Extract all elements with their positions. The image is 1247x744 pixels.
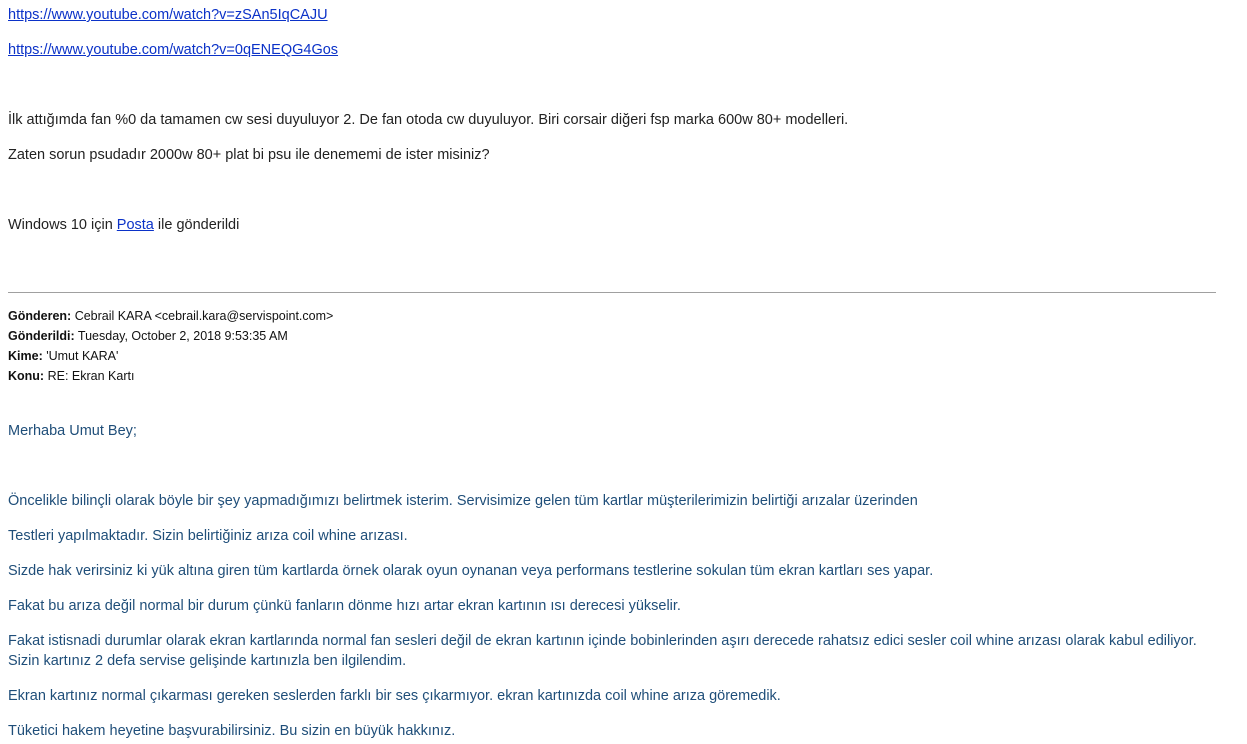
header-subject bbox=[8, 368, 134, 384]
mail-signature bbox=[8, 216, 239, 234]
header-from bbox=[8, 308, 333, 324]
quoted-line-8: Tüketici hakem heyetine başvurabilirsiniz. Bu sizin en büyük hakkınız. bbox=[8, 723, 456, 739]
signature-prefix: Windows 10 için bbox=[8, 217, 113, 233]
reply-paragraph-1: İlk attığımda fan %0 da tamamen cw sesi duyuluyor 2. De fan otoda cw duyuluyor. Biri corsair diğeri fsp marka 600w 80+ modelleri. bbox=[8, 112, 849, 128]
to-value: 'Umut KARA' bbox=[46, 349, 119, 363]
sent-label: Gönderildi: bbox=[8, 329, 75, 343]
quote-divider bbox=[8, 292, 1216, 293]
quoted-line-5: Fakat istisnadi durumlar olarak ekran kartlarında normal fan sesleri değil de ekran kartının içinde bobinlerinden aşırı derecede rahatsız edici sesler coil whine arızası olarak kabul ediliyor. bbox=[8, 633, 1197, 649]
signature-suffix: ile gönderildi bbox=[157, 217, 240, 233]
quoted-line-4: Fakat bu arıza değil normal bir durum çünkü fanların dönme hızı artar ekran kartının ısı derecesi yükselir. bbox=[8, 598, 681, 614]
reply-paragraph-2: Zaten sorun psudadır 2000w 80+ plat bi psu ile denememi de ister misiniz? bbox=[8, 147, 490, 163]
posta-link[interactable]: Posta bbox=[116, 217, 154, 233]
quoted-line-1: Öncelikle bilinçli olarak böyle bir şey yapmadığımızı belirtmek isterim. Servisimize gelen tüm kartlar müşterilerimizin belirtiği arızalar üzerinden bbox=[8, 493, 918, 509]
to-label: Kime: bbox=[8, 349, 43, 363]
subject-label: Konu: bbox=[8, 369, 45, 383]
from-value: Cebrail KARA <cebrail.kara@servispoint.com> bbox=[74, 309, 334, 323]
youtube-link-2[interactable]: https://www.youtube.com/watch?v=0qENEQG4Gos bbox=[8, 42, 339, 58]
header-sent bbox=[8, 328, 288, 344]
quoted-greeting: Merhaba Umut Bey; bbox=[8, 423, 137, 439]
youtube-link-1[interactable]: https://www.youtube.com/watch?v=zSAn5IqCAJU bbox=[8, 7, 328, 23]
header-to bbox=[8, 348, 118, 364]
quoted-line-6: Sizin kartınız 2 defa servise gelişinde kartınızla ben ilgilendim. bbox=[8, 653, 407, 669]
from-label: Gönderen: bbox=[8, 309, 72, 323]
quoted-line-7: Ekran kartınız normal çıkarması gereken seslerden farklı bir ses çıkarmıyor. ekran kartınızda coil whine arıza göremedik. bbox=[8, 688, 781, 704]
quoted-line-2: Testleri yapılmaktadır. Sizin belirtiğiniz arıza coil whine arızası. bbox=[8, 528, 408, 544]
quoted-line-3: Sizde hak verirsiniz ki yük altına giren tüm kartlarda örnek olarak oyun oynanan veya performans testlerine sokulan tüm ekran kartları ses yapar. bbox=[8, 563, 934, 579]
subject-value: RE: Ekran Kartı bbox=[47, 369, 135, 383]
sent-value: Tuesday, October 2, 2018 9:53:35 AM bbox=[77, 329, 288, 343]
